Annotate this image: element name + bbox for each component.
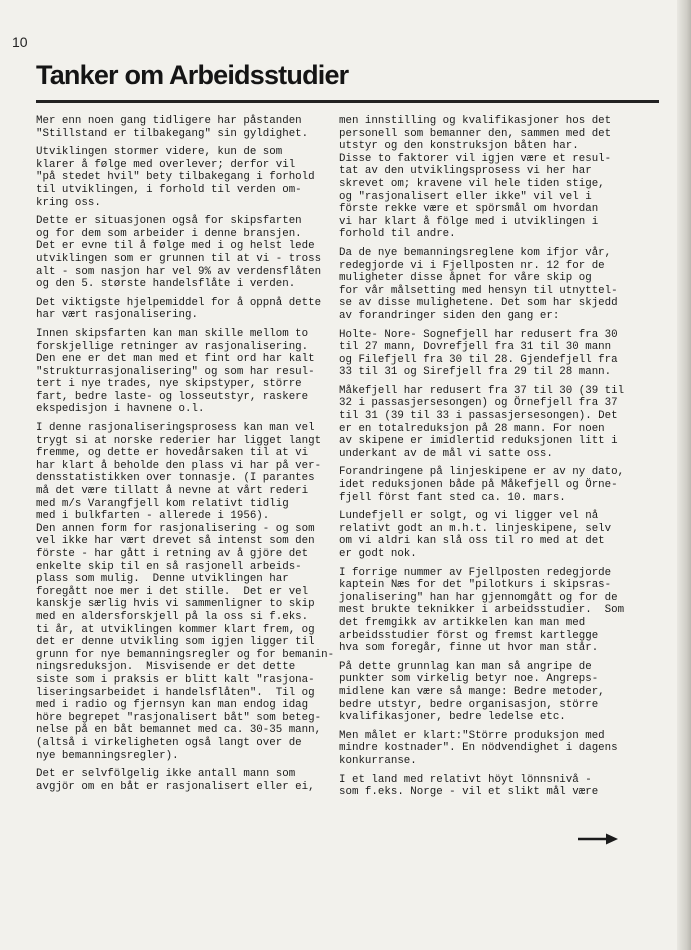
right-column	[339, 115, 649, 805]
page-edge	[677, 0, 691, 950]
paragraph: Disse to faktorer vil igjen være et resul- tat av den utviklingsprosess vi her har skrevet om; kravene vil hele tiden stige, og "rasjonalisert eller ikke" vil vel i förste rekke være et spörsmål om hvordan vi har klart å fölge med i utviklingen i forhold til andre.	[339, 152, 612, 241]
paragraph: Det viktigste hjelpemiddel for å oppnå dette har vært rasjonalisering.	[36, 296, 322, 322]
article-title: Tanker om Arbeidsstudier	[36, 60, 349, 90]
paragraph: På dette grunnlag kan man så angripe de punkter som virkelig betyr noe. Angreps- midlene kan være så mange: Bedre metoder, bedre utstyr, bedre organisasjon, större kvalifikasjoner, bedre ledelse etc.	[339, 660, 605, 724]
paragraph: Da de nye bemanningsreglene kom ifjor vår, redegjorde vi i Fjellposten nr. 12 for de muligheter disse åpnet for våre skip og for vår målsetting med hensyn til utnyttel- se av disse mulighetene. Det som har skjedd av forandringer siden den gang er:	[339, 246, 618, 322]
paragraph: Innen skipsfarten kan man skille mellom to forskjellige retninger av rasjonalisering. Den ene er det man med et fint ord har kalt "strukturrasjonalisering" og som har resul- tert i nye trades, nye skipstyper, större fart, bedre laste- og losseutstyr, raskere ekspedisjon i havnene o.l.	[36, 327, 315, 416]
paragraph: Holte- Nore- Sognefjell har redusert fra 30 til 27 mann, Dovrefjell fra 31 til 30 mann og Filefjell fra 30 til 28. Gjendefjell fra 33 til 31 og Sirefjell fra 29 til 28 mann.	[339, 328, 618, 379]
title-rule	[36, 100, 659, 103]
left-column	[36, 115, 336, 799]
paragraph: Mer enn noen gang tidligere har påstanden "Stillstand er tilbakegang" sin gyldighet.	[36, 115, 309, 140]
page-number: 10	[12, 34, 28, 50]
paragraph: men innstilling og kvalifikasjoner hos det personell som bemanner den, sammen med det utstyr og den konstruksjon båten har.	[339, 115, 612, 153]
paragraph: I denne rasjonaliseringsprosess kan man vel trygt si at norske rederier har ligget langt fremme, og dette er hovedårsaken til at vi har klart å beholde den plass vi har på ver- densstatistikken over tonnasje. (I parantes må det være tillatt å nevne at vårt rederi med m/s Varangfjell kom relativt tidlig med i bulkfarten - allerede i 1956).	[36, 422, 322, 523]
paragraph: Forandringene på linjeskipene er av ny dato, idet reduksjonen både på Måkefjell og Örne- fjell först fant sted ca. 10. mars.	[339, 466, 625, 504]
paragraph: I forrige nummer av Fjellposten redegjorde kaptein Næs for det "pilotkurs i skipsras- jonalisering" han har gjennomgått og for de mest brukte teknikker i arbeidsstudier. Som det fremgikk av artikkelen kan man med arbeidsstudier först og fremst kartlegge hva som foregår, finne ut hvor man står.	[339, 566, 625, 655]
paragraph: Lundefjell er solgt, og vi ligger vel nå relativt godt an m.h.t. linjeskipene, selv om vi aldri kan slå oss til ro med at det er godt nok.	[339, 510, 612, 560]
paragraph: Utviklingen stormer videre, kun de som klarer å følge med overlever; derfor vil "på stedet hvil" bety tilbakegang i forhold til utviklingen, i forhold til verden om- kring oss.	[36, 146, 315, 209]
paragraph: Dette er situasjonen også for skipsfarten og for dem som arbeider i denne bransjen. Det er evne til å følge med i og helst lede utviklingen som er grunnen til at vi - tross alt - som nasjon har vel 9% av verdensflåten og den 5. største handelsflåte i verden.	[36, 215, 322, 291]
paragraph: Men målet er klart:"Större produksjon med mindre kostnader". En nödvendighet i dagens konkurranse.	[339, 729, 618, 767]
paragraph: I et land med relativt höyt lönnsnivå - som f.eks. Norge - vil et slikt mål være	[339, 773, 599, 799]
paragraph: Måkefjell har redusert fra 37 til 30 (39 til 32 i passasjersesongen) og Örnefjell fra 37 til 31 (39 til 33 i passasjersesongen). Det er en totalreduksjon på 28 mann. For noen av skipene er imidlertid reduksjonen litt i underkant av de mål vi satte oss.	[339, 384, 625, 460]
paragraph: Det er selvfölgelig ikke antall mann som avgjör om en båt er rasjonalisert eller ei,	[36, 768, 315, 793]
right-arrow-icon	[578, 832, 618, 846]
paragraph: Den annen form for rasjonalisering - og som vel ikke har vært drevet så intenst som den förste - har gått i retning av å gjöre det enkelte skip til en så rasjonell arbeids- plass som mulig. Denne utviklingen har foregått noe mer i det stille. Det er vel kanskje særlig hvis vi sammenligner to skip med en aldersforskjell på la oss si f.eks. ti år, at utviklingen kommer klart frem, og det er denne utvikling som igjen ligger til grunn for nye bemanningsregler og for bemanin- ningsreduksjon. Misvisende er det dette siste som i praksis er blitt kalt "rasjona- liseringsarbeidet i handelsflåten". Til og med i radio og fjernsyn kan man endog idag höre begrepet "rasjonalisert båt" som beteg- nelse på en båt bemannet med ca. 30-35 mann, (altså i virkeligheten også langt over de nye bemanningsregler).	[36, 522, 335, 762]
